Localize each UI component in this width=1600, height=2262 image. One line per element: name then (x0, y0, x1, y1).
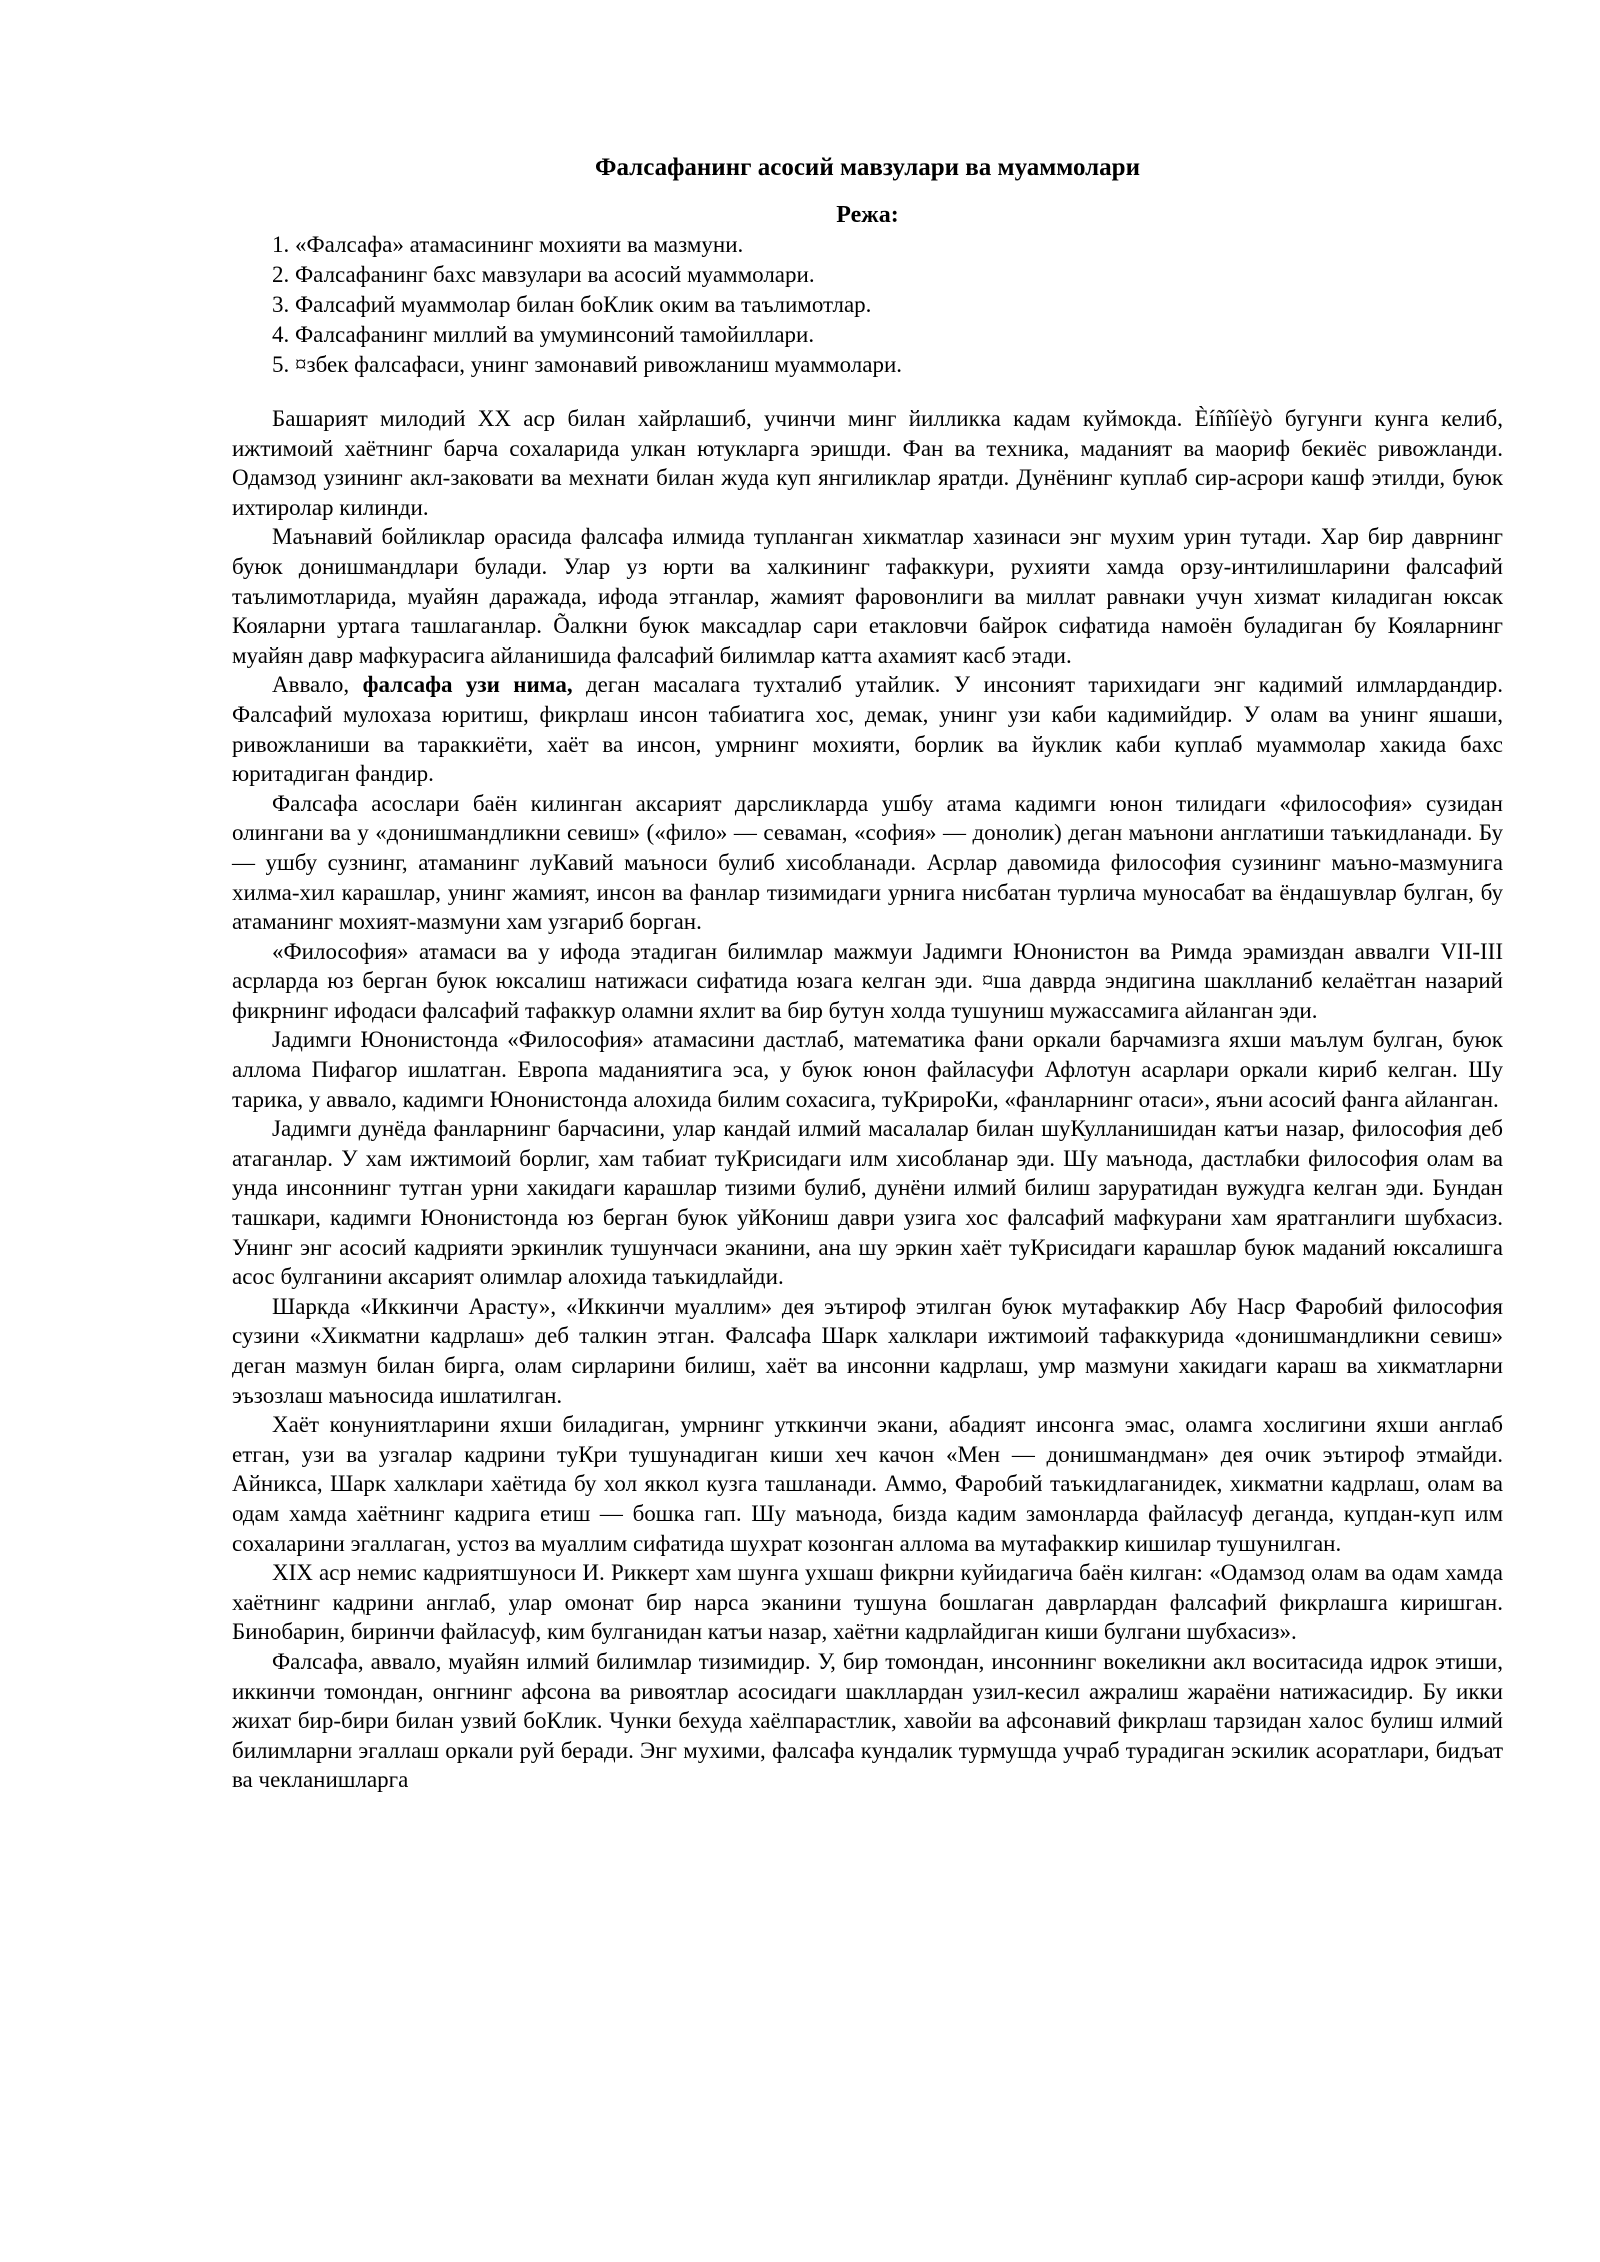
body-paragraph: Хаёт конуниятларини яхши биладиган, умрнинг утккинчи экани, абадият инсонга эмас, оламга хослигини яхши англаб етган, узи ва узгалар кадрини туКри тушунадиган киши хеч качон «Мен — донишмандман» дея очик эътироф этмайди. Айникса, Шарк халклари хаётида бу хол яккол кузга ташланади. Аммо, Фаробий таъкидлаганидек, хикматни кадрлаш, олам ва одам хамда хаётнинг кадрига етиш — бошка гап. Шу маънода, бизда кадим замонларда файласуф деганда, купдан-куп илм сохаларини эгаллаган, устоз ва муаллим сифатида шухрат козонган аллома ва мутафаккир кишилар тушунилган. (232, 1412, 1503, 1556)
document-body (232, 404, 1503, 1795)
body-paragraph (232, 670, 1503, 788)
body-paragraph: Фалсафа асослари баён килинган аксарият дарсликларда ушбу атама кадимги юнон тилидаги «философия» сузидан олингани ва у «донишмандликни севиш» («фило» — севаман, «софия» — донолик) деган маънони англатиши таъкидланади. Бу — ушбу сузнинг, атаманинг луКавий маъноси булиб хисобланади. Асрлар давомида философия сузининг маъно-мазмунига хилма-хил карашлар, унинг жамият, инсон ва фанлар тизимидаги урнига нисбатан турлича муносабат ва ёндашувлар булган, бу атаманинг мохият-мазмуни хам узгариб борган. (232, 790, 1503, 935)
body-paragraph: Маънавий бойликлар орасида фалсафа илмида тупланган хикматлар хазинаси энг мухим урин тутади. Хар бир даврнинг буюк донишмандлари булади. Улар уз юрти ва халкининг тафаккури, рухияти хамда орзу-интилишларини фалсафий таълимотларида, муайян даражада, ифода этганлар, жамият фаровонлиги ва миллат равнаки учун хизмат киладиган юксак Кояларни уртага ташлаганлар. Õалкни буюк максадлар сари етакловчи байрок сифатида намоён буладиган бу Кояларнинг муайян давр мафкурасига айланишида фалсафий билимлар катта ахамият касб этади. (232, 524, 1503, 668)
paragraph-text-after: деган масалага тухталиб утайлик. У инсоният тарихидаги энг кадимий илмлардандир. Фалсафий мулохаза юритиш, фикрлаш инсон табиатига хос, демак, унинг узи каби кадимийдир. У олам ва унинг яшаши, ривожланиши ва тараккиёти, хаёт ва инсон, умрнинг мохияти, борлик ва йуклик каби куплаб муаммолар хакида бахс юритадиган фандир. (232, 672, 1503, 787)
body-paragraph: Јадимги дунёда фанларнинг барчасини, улар кандай илмий масалалар билан шуКулланишидан катъи назар, философия деб атаганлар. У хам ижтимоий борлиг, хам табиат туКрисидаги илм хисобланар эди. Шу маънода, дастлабки философия олам ва унда инсоннинг тутган урни хакидаги карашлар тизими булиб, дунёни илмий билиш заруратидан вужудга келган эди. Бундан ташкари, кадимги Юнонистонда юз берган буюк уйКониш даври узига хос фалсафий мафкурани хам яратганлиги шубхасиз. Унинг энг асосий кадрияти эркинлик тушунчаси эканини, ана шу эркин хаёт туКрисидаги карашлар буюк маданий юксалишга асос булганини аксарият олимлар алохида таъкидлайди. (232, 1116, 1503, 1290)
body-paragraph: Башарият милодий XX аср билан хайрлашиб, учинчи минг йилликка кадам куймокда. Èíñîíèÿò бугунги кунга келиб, ижтимоий хаётнинг барча сохаларида улкан ютукларга эришди. Фан ва техника, маданият ва маориф бекиёс ривожланди. Одамзод узининг акл-заковати ва мехнати билан жуда куп янгиликлар яратди. Дунёнинг куплаб сир-асрори кашф этилди, буюк ихтиролар килинди. (232, 406, 1503, 520)
plan-heading: Режа: (836, 202, 899, 228)
plan-item: 5. ¤збек фалсафаси, унинг замонавий ривожланиш муаммолари. (272, 352, 903, 377)
body-paragraph: Шаркда «Иккинчи Арасту», «Иккинчи муаллим» дея эътироф этилган буюк мутафаккир Абу Наср Фаробий философия сузини «Хикматни кадрлаш» деб талкин этган. Фалсафа Шарк халклари ижтимоий тафаккурида «донишмандликни севиш» деган мазмун билан бирга, олам сирларини билиш, хаёт ва инсонни кадрлаш, умр мазмуни хакидаги караш ва хикматларни эъзозлаш маъносида ишлатилган. (232, 1293, 1503, 1408)
body-paragraph: Фалсафа, аввало, муайян илмий билимлар тизимидир. У, бир томондан, инсоннинг вокеликни акл воситасида идрок этиши, иккинчи томондан, онгнинг афсона ва ривоятлар асосидаги шакллардан узил-кесил ажралиш жараёни натижасидир. Бу икки жихат бир-бири билан узвий боКлик. Чунки бехуда хаёлпарастлик, хавойи ва афсонавий фикрлаш тарзидан халос булиш илмий билимларни эгаллаш оркали руй беради. Энг мухими, фалсафа кундалик турмушда учраб турадиган эскилик асоратлари, бидъат ва чекланишларга (232, 1648, 1503, 1793)
plan-list (232, 230, 1503, 380)
paragraph-text-before: Аввало, (272, 672, 363, 698)
body-paragraph: Јадимги Юнонистонда «Философия» атамасини дастлаб, математика фани оркали барчамизга яхши маълум булган, буюк аллома Пифагор ишлатган. Европа маданиятига эса, у буюк юнон файласуфи Афлотун асарлари оркали кириб келган. Шу тарика, у аввало, кадимги Юнонистонда алохида билим сохасига, туКрироКи, «фанларнинг отаси», яъни асосий фанга айланган. (232, 1027, 1503, 1112)
body-paragraph: «Философия» атамаси ва у ифода этадиган билимлар мажмуи Јадимги Юнонистон ва Римда эрамиздан аввалги VII-III асрларда юз берган буюк юксалиш натижаси сифатида юзага келган эди. ¤ша даврда эндигина шаклланиб келаётган назарий фикрнинг ифодаси фалсафий тафаккур оламни яхлит ва бир бутун холда тушуниш мужассамига айланган эди. (232, 938, 1503, 1023)
body-paragraph: XIX аср немис кадриятшуноси И. Риккерт хам шунга ухшаш фикрни куйидагича баён килган: «Одамзод олам ва одам хамда хаётнинг кадрини англаб, улар омонат бир нарса эканини тушуна бошлаган даврлардан фалсафий фикрлашга киришган. Бинобарин, биринчи файласуф, ким булганидан катъи назар, хаётни кадрлайдиган киши булгани шубхасиз». (232, 1560, 1503, 1645)
plan-item: 1. «Фалсафа» атамасининг мохияти ва мазмуни. (272, 232, 744, 257)
plan-item: 2. Фалсафанинг бахс мавзулари ва асосий муаммолари. (272, 262, 815, 287)
plan-item: 3. Фалсафий муаммолар билан боКлик оким ва таълимотлар. (272, 292, 872, 317)
plan-item: 4. Фалсафанинг миллий ва умуминсоний тамойиллари. (272, 322, 815, 347)
bold-phrase: фалсафа узи нима, (362, 672, 573, 698)
document-title: Фалсафанинг асосий мавзулари ва муаммолари (594, 154, 1140, 181)
